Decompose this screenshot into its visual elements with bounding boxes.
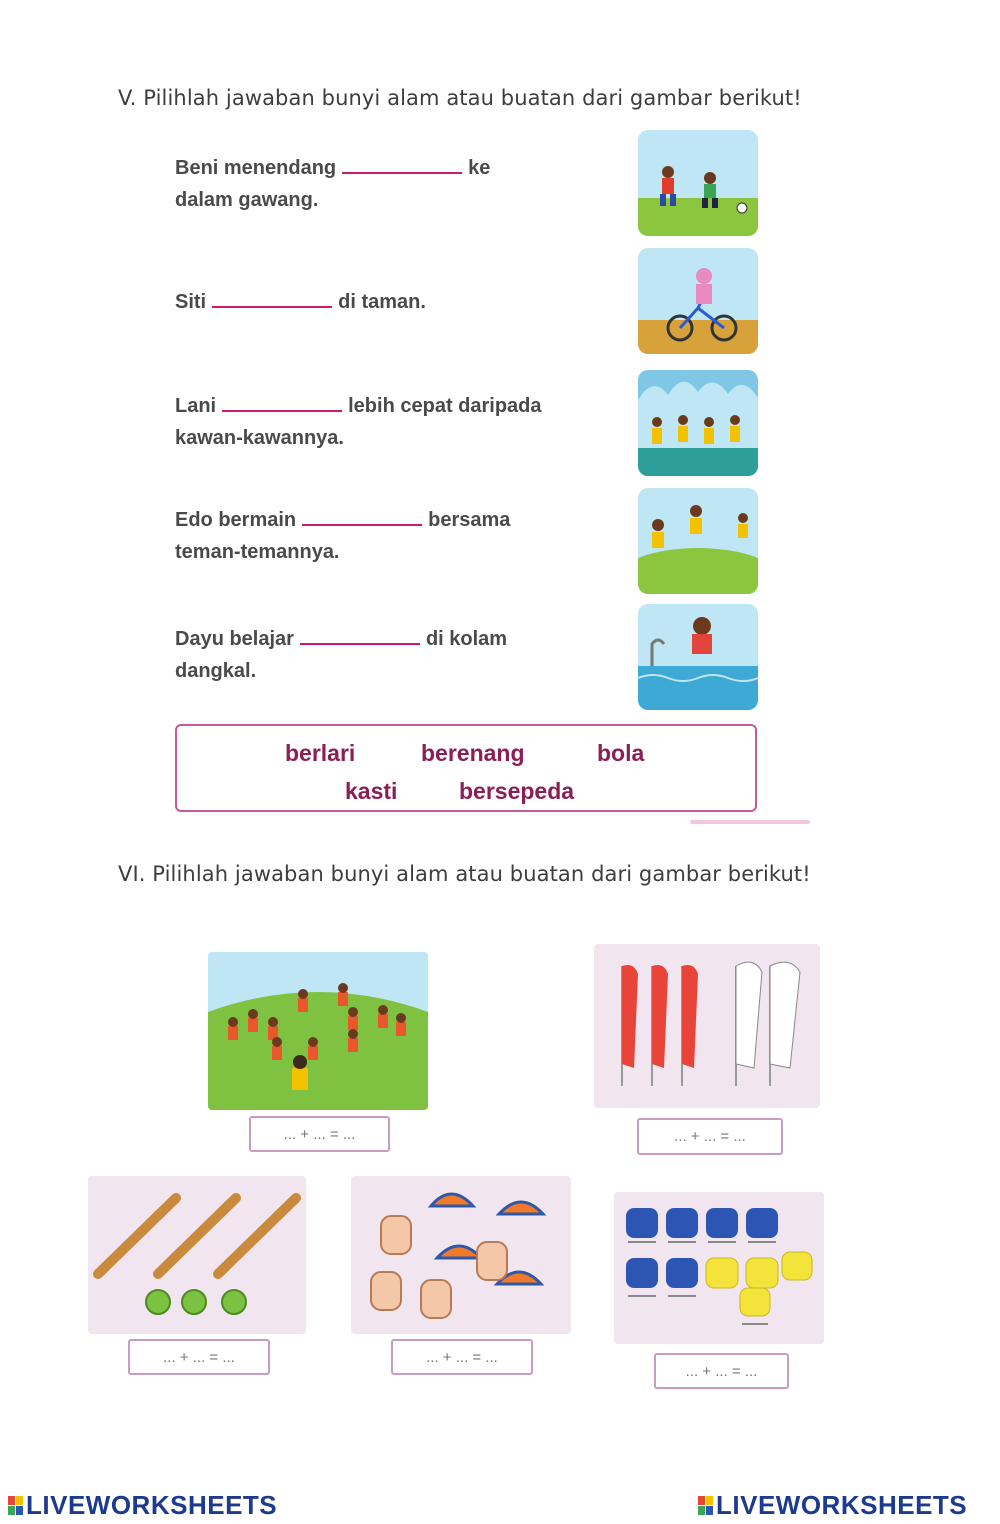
sentence-2	[175, 286, 426, 318]
logo-left-text: LIVEWORKSHEETS	[26, 1490, 278, 1520]
sentence-1-before: Beni menendang	[175, 157, 337, 179]
equation-box-4[interactable]	[391, 1339, 533, 1375]
sentence-4-before: Edo bermain	[175, 509, 297, 531]
equation-box-2[interactable]	[637, 1118, 783, 1155]
sentence-5-before: Dayu belajar	[175, 628, 294, 650]
sentence-4-line2: teman-temannya.	[175, 541, 340, 563]
picture-flags	[594, 944, 820, 1108]
answer-blank-2[interactable]	[212, 288, 332, 308]
logo-mark-icon	[698, 1492, 714, 1512]
equation-box-3[interactable]	[128, 1339, 270, 1375]
picture-swimming-pool	[638, 604, 758, 710]
sentence-4	[175, 504, 510, 568]
answer-blank-5[interactable]	[300, 625, 420, 645]
section-6-heading: VI. Pilihlah jawaban bunyi alam atau buatan dari gambar berikut!	[118, 862, 811, 886]
sentence-2-after: di taman.	[338, 291, 426, 313]
liveworksheets-logo-right	[698, 1490, 967, 1521]
picture-gloves-caps	[351, 1176, 571, 1334]
answer-blank-3[interactable]	[222, 392, 342, 412]
sentence-1	[175, 152, 490, 216]
liveworksheets-logo-left	[8, 1490, 277, 1521]
sentence-3-after: lebih cepat daripada	[348, 395, 542, 417]
sentence-5-line2: dangkal.	[175, 660, 257, 682]
equation-input-1[interactable]	[251, 1118, 388, 1150]
equation-input-3[interactable]	[130, 1341, 268, 1373]
section-5-heading: V. Pilihlah jawaban bunyi alam atau buatan dari gambar berikut!	[118, 86, 802, 110]
sentence-5-after: di kolam	[425, 628, 508, 650]
picture-running-race	[638, 370, 758, 476]
logo-right-text: LIVEWORKSHEETS	[716, 1490, 968, 1520]
sentence-3	[175, 390, 542, 454]
decor-line	[690, 820, 810, 824]
sentence-1-after: ke	[468, 157, 491, 179]
equation-input-4[interactable]	[393, 1341, 531, 1373]
equation-input-2[interactable]	[639, 1120, 781, 1153]
word-berlari[interactable]: berlari	[285, 740, 356, 766]
equation-box-1[interactable]	[249, 1116, 390, 1152]
answer-blank-1[interactable]	[342, 154, 462, 174]
sentence-5	[175, 623, 507, 687]
word-kasti[interactable]: kasti	[345, 778, 398, 804]
logo-mark-icon	[8, 1492, 24, 1512]
word-bola[interactable]: bola	[597, 740, 645, 766]
sentence-4-after: bersama	[428, 509, 511, 531]
picture-children-field	[208, 952, 428, 1110]
picture-bats-balls	[88, 1176, 306, 1334]
word-berenang[interactable]: berenang	[421, 740, 525, 766]
sentence-3-before: Lani	[175, 395, 217, 417]
sentence-3-line2: kawan-kawannya.	[175, 427, 344, 449]
sentence-2-before: Siti	[175, 291, 207, 313]
word-bersepeda[interactable]: bersepeda	[459, 778, 575, 804]
picture-soccer-kick	[638, 130, 758, 236]
picture-cycling	[638, 248, 758, 354]
equation-box-5[interactable]	[654, 1353, 789, 1389]
picture-kasti-game	[638, 488, 758, 594]
answer-blank-4[interactable]	[302, 506, 422, 526]
equation-input-5[interactable]	[656, 1355, 787, 1387]
picture-chairs	[614, 1192, 824, 1344]
sentence-1-line2: dalam gawang.	[175, 189, 319, 211]
word-bank	[175, 724, 757, 812]
